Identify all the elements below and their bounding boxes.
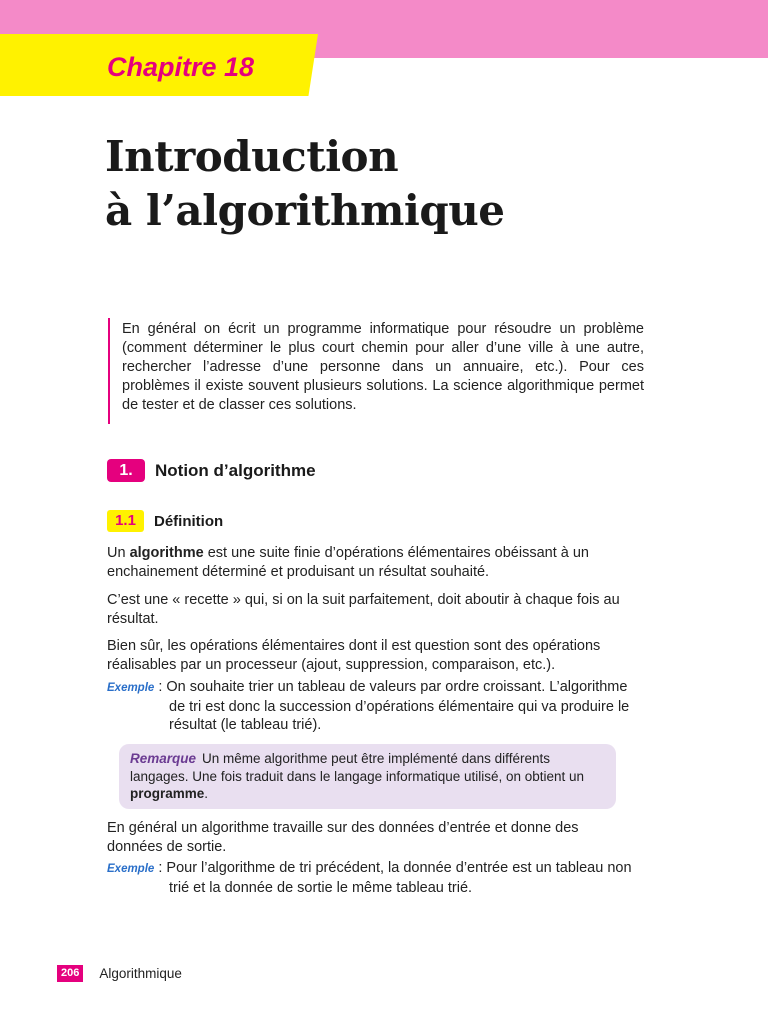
remark-text-start: Un même algorithme peut être implémenté dans différents langages. Une fois traduit dans le langage informatique utilisé, on obtient un [130,751,585,784]
operations-paragraph: Bien sûr, les opérations élémentaires dont il est question sont des opérations réalisables par un processeur (ajout, suppression, comparaison, etc.). [107,638,601,673]
programme-term: programme [130,786,205,801]
title-line-2: à l’algorithmique [105,186,505,235]
intro-text: En général on écrit un programme informatique pour résoudre un problème (comment déterminer le plus court chemin pour aller d’une ville à une autre, rechercher l’adresse d’une personne dans un annuaire, etc.). Pour ces problèmes il existe souvent plusieurs solutions. La science algorithmique permet de tester et de classer ces solutions. [122,321,644,413]
example-2 [107,859,637,897]
page-title [105,130,505,238]
data-paragraph: En général un algorithme travaille sur des données d’entrée et donne des données de sortie. [107,820,579,855]
subsection-heading [107,510,223,532]
recipe-paragraph: C’est une « recette » qui, si on la suit parfaitement, doit aboutir à chaque fois au résultat. [107,592,620,627]
page-footer [57,965,182,982]
intro-box [108,318,644,424]
algorithme-term: algorithme [129,545,204,561]
example-label: Exemple [107,863,155,875]
title-line-1: Introduction [105,132,399,181]
remark-text-end: . [204,786,209,801]
example-2-text: : Pour l’algorithme de tri précédent, la donnée d’entrée est un tableau non trié et la donnée de sortie le même tableau trié. [154,860,632,896]
example-label: Exemple [107,682,155,694]
definition-paragraph [107,544,637,581]
remark-box [119,744,616,809]
remark-label: Remarque [130,751,197,766]
example-1-text: : On souhaite trier un tableau de valeurs par ordre croissant. L’algorithme de tri est donc la succession d’opérations élémentaire qui va produire le résultat (le tableau trié). [154,679,630,733]
section-title: Notion d’algorithme [155,460,316,480]
definition-text-start: Un [107,545,130,561]
subsection-number-badge: 1.1 [107,510,144,532]
definition-text-end: est une suite finie d’opérations élémentaires obéissant à un enchainement déterminé et produisant un résultat souhaité. [107,545,590,580]
example-1 [107,678,637,735]
chapter-label: Chapitre 18 [107,52,255,82]
footer-label: Algorithmique [99,966,182,981]
section-heading [107,459,316,482]
section-number-badge: 1. [107,459,145,482]
subsection-title: Définition [154,512,224,530]
page-number-badge: 206 [57,965,83,982]
